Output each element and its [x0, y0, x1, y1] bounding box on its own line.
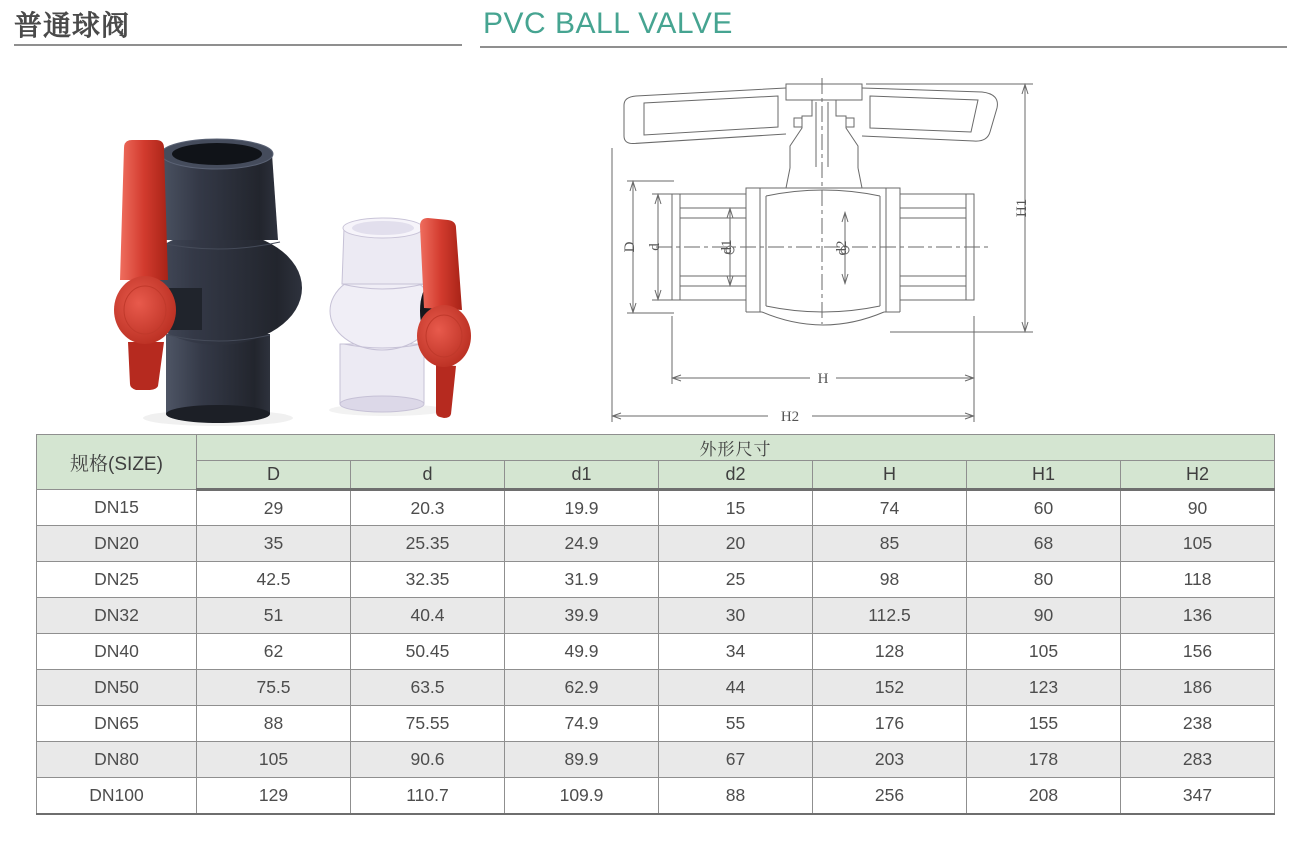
red-handle-boss: [417, 305, 471, 367]
value-cell: 49.9: [505, 634, 659, 670]
dimensions-group-header: 外形尺寸: [197, 435, 1275, 461]
value-cell: 152: [813, 670, 967, 706]
clear-valve-bottom-cap: [340, 396, 424, 412]
table-row: [37, 706, 1275, 742]
value-cell: 67: [659, 742, 813, 778]
ball-housing: [746, 188, 900, 312]
column-header-D: D: [197, 461, 351, 490]
column-header-H: H: [813, 461, 967, 490]
value-cell: 24.9: [505, 526, 659, 562]
column-header-d1: d1: [505, 461, 659, 490]
dark-ball-valve-photo: [114, 139, 302, 426]
stem-flare: [786, 168, 862, 188]
clear-valve-opening: [352, 221, 414, 235]
value-cell: 60: [967, 490, 1121, 526]
value-cell: 88: [659, 778, 813, 814]
dim-label-d: d: [647, 243, 663, 251]
value-cell: 68: [967, 526, 1121, 562]
value-cell: 129: [197, 778, 351, 814]
red-handle-tip: [436, 364, 456, 418]
value-cell: 34: [659, 634, 813, 670]
table-row: [37, 490, 1275, 526]
value-cell: 136: [1121, 598, 1275, 634]
table-row: [37, 634, 1275, 670]
table-row: [37, 778, 1275, 814]
handle-right-panel: [870, 96, 978, 132]
valve-technical-drawing: [600, 72, 1040, 432]
column-header-d2: d2: [659, 461, 813, 490]
stem-right-profile: [836, 100, 858, 168]
dim-line-H2: [612, 148, 974, 422]
value-cell: 98: [813, 562, 967, 598]
title-underline-left: [14, 44, 462, 46]
value-cell: 283: [1121, 742, 1275, 778]
value-cell: 44: [659, 670, 813, 706]
value-cell: 90: [967, 598, 1121, 634]
value-cell: 62.9: [505, 670, 659, 706]
value-cell: 62: [197, 634, 351, 670]
value-cell: 40.4: [351, 598, 505, 634]
table-row: [37, 598, 1275, 634]
value-cell: 123: [967, 670, 1121, 706]
dim-label-d2: d2: [834, 240, 850, 256]
size-column-header: 规格(SIZE): [37, 435, 197, 490]
page-title-en: PVC BALL VALVE: [483, 7, 733, 40]
ball-bulge: [746, 312, 900, 325]
value-cell: 50.45: [351, 634, 505, 670]
table-row: [37, 562, 1275, 598]
value-cell: 31.9: [505, 562, 659, 598]
value-cell: 29: [197, 490, 351, 526]
red-handle-lever: [120, 140, 168, 280]
handle-cap: [786, 84, 862, 100]
value-cell: 74: [813, 490, 967, 526]
value-cell: 110.7: [351, 778, 505, 814]
value-cell: 155: [967, 706, 1121, 742]
value-cell: 32.35: [351, 562, 505, 598]
table-row: [37, 526, 1275, 562]
value-cell: 15: [659, 490, 813, 526]
dark-valve-bottom-cap: [166, 405, 270, 423]
value-cell: 25.35: [351, 526, 505, 562]
size-cell: DN40: [37, 634, 197, 670]
dim-label-H: H: [817, 371, 829, 387]
value-cell: 75.55: [351, 706, 505, 742]
value-cell: 51: [197, 598, 351, 634]
page-title-cn: 普通球阀: [14, 10, 131, 41]
dark-valve-opening: [172, 143, 262, 165]
red-handle-tip: [128, 342, 164, 390]
value-cell: 19.9: [505, 490, 659, 526]
table-row: [37, 742, 1275, 778]
value-cell: 55: [659, 706, 813, 742]
title-underline-right: [480, 46, 1287, 48]
dimension-table: [36, 434, 1275, 815]
size-cell: DN20: [37, 526, 197, 562]
clear-valve-bottom-socket: [340, 344, 424, 404]
dim-label-H1: H1: [1014, 198, 1030, 218]
value-cell: 20.3: [351, 490, 505, 526]
value-cell: 20: [659, 526, 813, 562]
value-cell: 208: [967, 778, 1121, 814]
size-cell: DN80: [37, 742, 197, 778]
column-header-H2: H2: [1121, 461, 1275, 490]
dim-label-D: D: [622, 241, 638, 253]
size-cell: DN65: [37, 706, 197, 742]
value-cell: 112.5: [813, 598, 967, 634]
value-cell: 39.9: [505, 598, 659, 634]
column-header-d: d: [351, 461, 505, 490]
dark-valve-bottom-socket: [166, 334, 270, 414]
value-cell: 89.9: [505, 742, 659, 778]
table-body: [37, 490, 1275, 814]
value-cell: 25: [659, 562, 813, 598]
handle-left-panel: [644, 96, 778, 135]
value-cell: 75.5: [197, 670, 351, 706]
dim-label-d1: d1: [719, 239, 735, 255]
value-cell: 109.9: [505, 778, 659, 814]
size-cell: DN100: [37, 778, 197, 814]
value-cell: 88: [197, 706, 351, 742]
value-cell: 74.9: [505, 706, 659, 742]
value-cell: 35: [197, 526, 351, 562]
value-cell: 118: [1121, 562, 1275, 598]
size-cell: DN32: [37, 598, 197, 634]
value-cell: 90.6: [351, 742, 505, 778]
table-row: [37, 670, 1275, 706]
value-cell: 30: [659, 598, 813, 634]
value-cell: 156: [1121, 634, 1275, 670]
value-cell: 105: [197, 742, 351, 778]
value-cell: 90: [1121, 490, 1275, 526]
size-cell: DN25: [37, 562, 197, 598]
value-cell: 128: [813, 634, 967, 670]
value-cell: 80: [967, 562, 1121, 598]
value-cell: 63.5: [351, 670, 505, 706]
stem-nut-left: [794, 118, 802, 127]
value-cell: 256: [813, 778, 967, 814]
transparent-ball-valve-photo: [329, 218, 471, 418]
value-cell: 178: [967, 742, 1121, 778]
value-cell: 105: [1121, 526, 1275, 562]
table-header: [37, 435, 1275, 490]
stem-left-profile: [790, 100, 812, 168]
value-cell: 186: [1121, 670, 1275, 706]
red-handle-lever: [420, 218, 462, 310]
stem-nut-right: [846, 118, 854, 127]
dim-label-H2: H2: [780, 409, 800, 425]
value-cell: 105: [967, 634, 1121, 670]
value-cell: 176: [813, 706, 967, 742]
product-photo: [60, 80, 540, 430]
size-cell: DN15: [37, 490, 197, 526]
value-cell: 347: [1121, 778, 1275, 814]
value-cell: 85: [813, 526, 967, 562]
column-header-H1: H1: [967, 461, 1121, 490]
value-cell: 203: [813, 742, 967, 778]
size-cell: DN50: [37, 670, 197, 706]
value-cell: 42.5: [197, 562, 351, 598]
ball-chamber: [766, 190, 880, 312]
value-cell: 238: [1121, 706, 1275, 742]
